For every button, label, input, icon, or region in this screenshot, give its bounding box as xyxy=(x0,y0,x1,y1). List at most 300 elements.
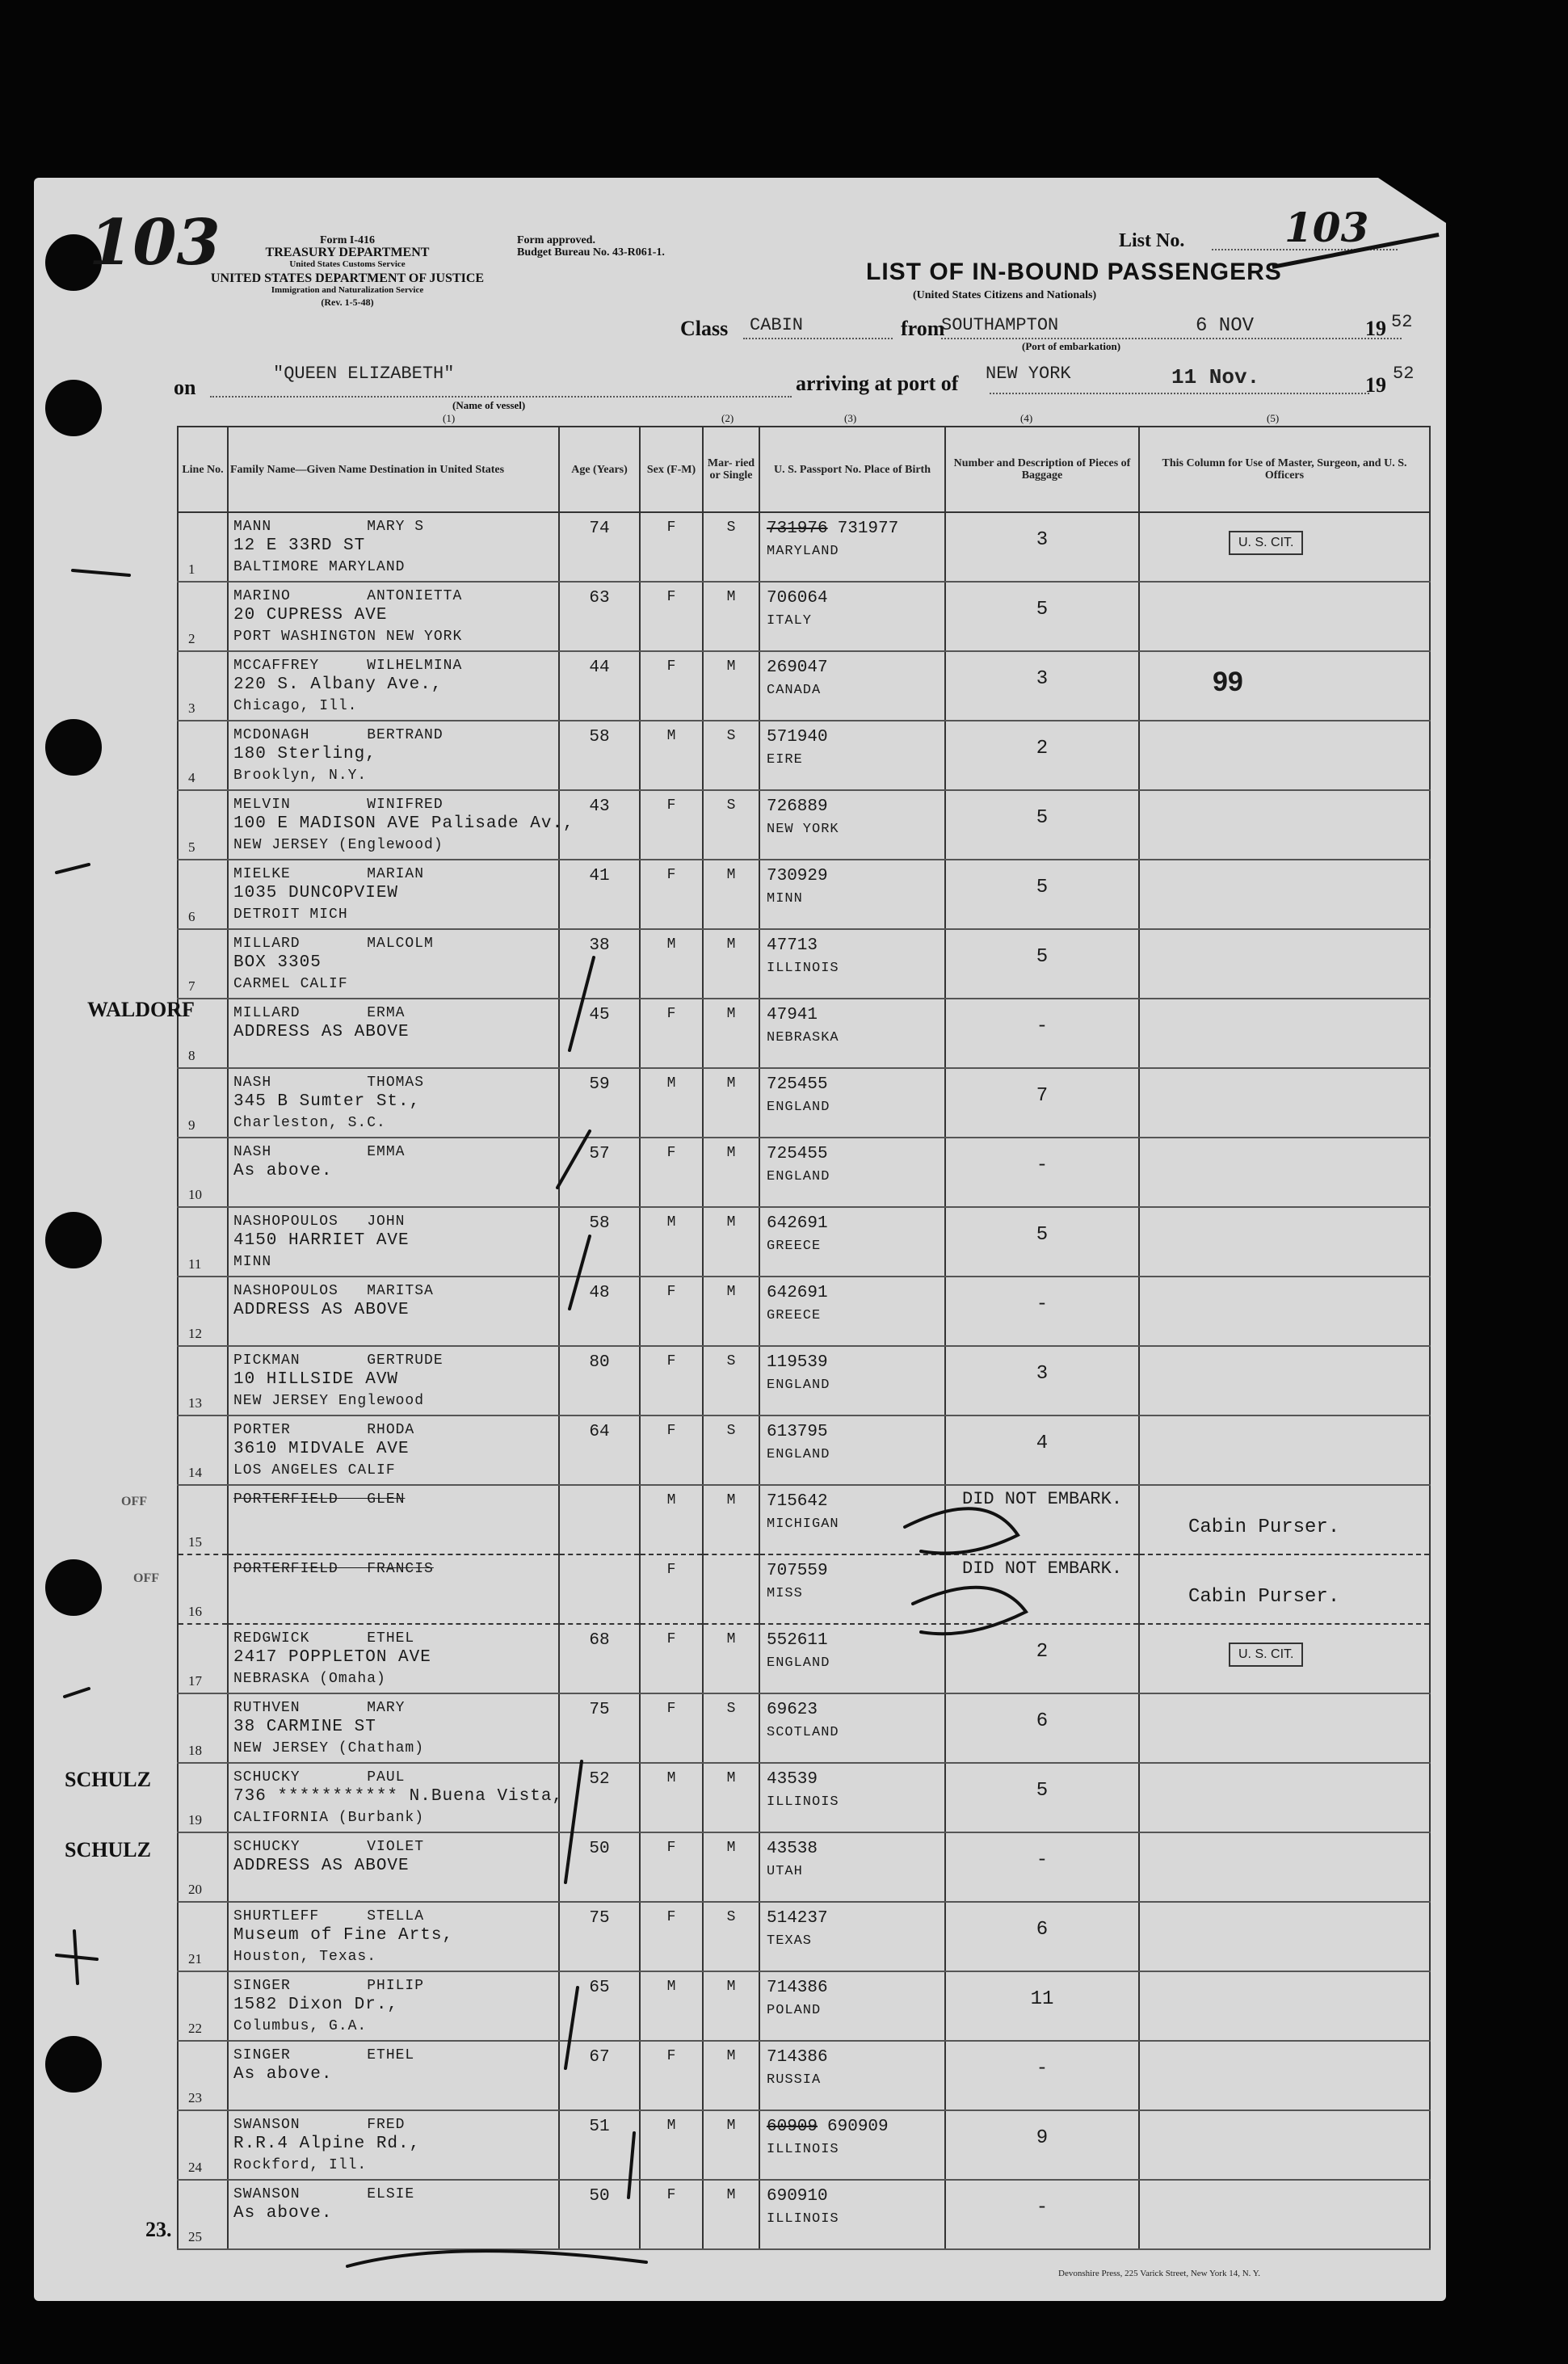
address-line-2: NEW JERSEY (Englewood) xyxy=(233,837,443,853)
check-mark xyxy=(57,864,89,873)
place-of-birth: CANADA xyxy=(767,683,822,698)
baggage-count: 5 xyxy=(1036,1780,1049,1802)
passenger-name: MCDONAGH BERTRAND xyxy=(233,727,443,743)
passport-number: 726889 xyxy=(767,797,828,816)
passenger-name: SCHUCKY VIOLET xyxy=(233,1839,425,1855)
arrival-port: NEW YORK xyxy=(986,364,1071,384)
passport-number: 731977 xyxy=(837,519,899,538)
place-of-birth: RUSSIA xyxy=(767,2072,822,2088)
marital-status: S xyxy=(726,519,736,536)
sex: F xyxy=(666,1701,676,1717)
place-of-birth: ILLINOIS xyxy=(767,1794,839,1810)
col-age: Age (Years) xyxy=(559,427,640,512)
marital-status: M xyxy=(726,1492,736,1508)
passenger-name: PORTER RHODA xyxy=(233,1422,415,1438)
col-num-3: (3) xyxy=(844,412,857,424)
line-number: 14 xyxy=(188,1465,202,1480)
passport-number: 642691 xyxy=(767,1284,828,1302)
passenger-name: SINGER PHILIP xyxy=(233,1978,425,1994)
baggage-count: 5 xyxy=(1036,807,1049,829)
age: 50 xyxy=(589,1840,610,1858)
col-passport: U. S. Passport No. Place of Birth xyxy=(759,427,945,512)
line-number: 4 xyxy=(188,770,195,785)
passport-number: 642691 xyxy=(767,1214,828,1233)
embark-date: 6 NOV xyxy=(1196,315,1255,337)
marital-status: M xyxy=(726,658,736,675)
col-num-1: (1) xyxy=(443,412,456,424)
address-line-2: Columbus, G.A. xyxy=(233,2018,368,2034)
baggage-count: DID NOT EMBARK. xyxy=(962,1558,1123,1579)
pen-stroke xyxy=(557,1131,590,1188)
treasury-dept: TREASURY DEPARTMENT xyxy=(265,246,430,259)
marital-status: M xyxy=(726,1631,736,1647)
baggage-count: - xyxy=(1036,2058,1049,2080)
passport-number: 715642 xyxy=(767,1492,828,1511)
address-line-2: Rockford, Ill. xyxy=(233,2157,368,2173)
line-number: 13 xyxy=(188,1395,202,1411)
address-line-1: 220 S. Albany Ave., xyxy=(233,675,443,694)
baggage-count: 5 xyxy=(1036,877,1049,898)
age: 41 xyxy=(589,867,610,885)
age: 67 xyxy=(589,2048,610,2067)
baggage-count: 2 xyxy=(1036,1641,1049,1663)
place-of-birth: ILLINOIS xyxy=(767,961,839,976)
marital-status: M xyxy=(726,1075,736,1092)
place-of-birth: ENGLAND xyxy=(767,1169,830,1184)
officer-note: Cabin Purser. xyxy=(1188,1586,1340,1608)
age: 48 xyxy=(589,1284,610,1302)
passenger-name: SHURTLEFF STELLA xyxy=(233,1908,425,1924)
line-number: 12 xyxy=(188,1326,202,1341)
passenger-name: PORTERFIELD GLEN xyxy=(233,1491,406,1508)
baggage-count: - xyxy=(1036,1849,1049,1871)
place-of-birth: TEXAS xyxy=(767,1933,813,1949)
passenger-name: MELVIN WINIFRED xyxy=(233,797,443,813)
sex: F xyxy=(666,1284,676,1300)
sex: M xyxy=(666,936,676,953)
age: 65 xyxy=(589,1979,610,1997)
col-line: Line No. xyxy=(178,427,228,512)
passenger-name: SCHUCKY PAUL xyxy=(233,1769,406,1786)
place-of-birth: ILLINOIS xyxy=(767,2211,839,2227)
line-number: 3 xyxy=(188,700,195,716)
passport-number: 707559 xyxy=(767,1562,828,1580)
sex: F xyxy=(666,1631,676,1647)
line-number: 16 xyxy=(188,1604,202,1619)
budget-bureau-text: Budget Bureau No. 43-R061-1. xyxy=(517,246,665,259)
line-number: 19 xyxy=(188,1812,202,1828)
address-line-2: Brooklyn, N.Y. xyxy=(233,768,368,784)
address-line-2: NEW JERSEY Englewood xyxy=(233,1393,425,1409)
address-line-1: 1582 Dixon Dr., xyxy=(233,1996,399,2014)
line-number: 11 xyxy=(188,1256,202,1272)
place-of-birth: ENGLAND xyxy=(767,1655,830,1671)
marital-status: M xyxy=(726,867,736,883)
line-number: 20 xyxy=(188,1882,202,1897)
embark-year-prefix: 19 xyxy=(1365,317,1386,340)
line-number: 8 xyxy=(188,1048,195,1063)
sex: M xyxy=(666,2118,676,2134)
place-of-birth: GREECE xyxy=(767,1308,822,1323)
passenger-name: REDGWICK ETHEL xyxy=(233,1630,415,1647)
line-number: 6 xyxy=(188,909,195,924)
passport-number: 571940 xyxy=(767,728,828,747)
pen-stroke xyxy=(565,1761,582,1882)
sex: M xyxy=(666,1075,676,1092)
justice-dept: UNITED STATES DEPARTMENT OF JUSTICE xyxy=(210,271,485,285)
place-of-birth: NEW YORK xyxy=(767,822,839,837)
baggage-count: - xyxy=(1036,1016,1049,1037)
passport-number: 714386 xyxy=(767,2048,828,2067)
form-number: Form I-416 xyxy=(319,234,376,246)
place-of-birth: MICHIGAN xyxy=(767,1516,839,1532)
address-line-2: PORT WASHINGTON NEW YORK xyxy=(233,629,463,645)
address-line-1: 10 HILLSIDE AVW xyxy=(233,1370,399,1389)
age: 43 xyxy=(589,797,610,816)
baggage-count: 3 xyxy=(1036,529,1049,551)
passport-struck: 731976 xyxy=(767,519,828,538)
class-value: CABIN xyxy=(750,315,804,335)
officer-note: Cabin Purser. xyxy=(1188,1516,1340,1538)
address-line-2: DETROIT MICH xyxy=(233,906,348,923)
line-number: 7 xyxy=(188,978,195,994)
age: 64 xyxy=(589,1423,610,1441)
vessel-name: "QUEEN ELIZABETH" xyxy=(273,364,455,384)
address-line-1: 100 E MADISON AVE Palisade Av., xyxy=(233,814,574,833)
place-of-birth: ENGLAND xyxy=(767,1447,830,1462)
arriving-label: arriving at port of xyxy=(796,372,959,395)
from-label: from xyxy=(901,317,945,340)
passenger-name: PICKMAN GERTRUDE xyxy=(233,1352,443,1369)
marital-status: M xyxy=(726,1770,736,1786)
col-num-4: (4) xyxy=(1020,412,1033,424)
place-of-birth: POLAND xyxy=(767,2003,822,2018)
passenger-name: SWANSON ELSIE xyxy=(233,2186,415,2202)
baggage-count: 5 xyxy=(1036,599,1049,620)
age: 68 xyxy=(589,1631,610,1650)
passenger-name: MCCAFFREY WILHELMINA xyxy=(233,658,463,674)
age: 58 xyxy=(589,1214,610,1233)
line-number: 17 xyxy=(188,1673,202,1689)
passenger-name: NASH THOMAS xyxy=(233,1075,425,1091)
margin-note-off: OFF xyxy=(121,1495,147,1508)
place-of-birth: EIRE xyxy=(767,752,803,768)
page-subtitle: (United States Citizens and Nationals) xyxy=(913,289,1097,301)
sex: M xyxy=(666,1770,676,1786)
address-line-2: CARMEL CALIF xyxy=(233,976,348,992)
arrival-date: 11 Nov. xyxy=(1171,365,1260,389)
marital-status: M xyxy=(726,2048,736,2064)
revision: (Rev. 1-5-48) xyxy=(321,297,374,308)
place-of-birth: SCOTLAND xyxy=(767,1725,839,1740)
baggage-count: 5 xyxy=(1036,1224,1049,1246)
pen-stroke xyxy=(570,957,594,1050)
place-of-birth: MINN xyxy=(767,891,803,906)
col-officers: This Column for Use of Master, Surgeon, and U. S. Officers xyxy=(1139,427,1430,512)
passenger-name: MANN MARY S xyxy=(233,519,425,535)
passport-number: 269047 xyxy=(767,658,828,677)
age: 59 xyxy=(589,1075,610,1094)
passport-number: 714386 xyxy=(767,1979,828,1997)
marital-status: M xyxy=(726,1145,736,1161)
col-num-5: (5) xyxy=(1267,412,1280,424)
age: 74 xyxy=(589,519,610,538)
sex: F xyxy=(666,2048,676,2064)
age: 45 xyxy=(589,1006,610,1024)
baggage-count: 2 xyxy=(1036,738,1049,759)
sex: F xyxy=(666,1006,676,1022)
passport-number: 552611 xyxy=(767,1631,828,1650)
passenger-name: MIELKE MARIAN xyxy=(233,866,425,882)
address-line-1: 1035 DUNCOPVIEW xyxy=(233,884,399,902)
address-line-2: BALTIMORE MARYLAND xyxy=(233,559,406,575)
vessel-note: (Name of vessel) xyxy=(452,399,526,411)
margin-note-off-2: OFF xyxy=(133,1571,159,1585)
sex: F xyxy=(666,797,676,814)
passenger-name: SINGER ETHEL xyxy=(233,2047,415,2063)
passport-number: 706064 xyxy=(767,589,828,608)
age: 57 xyxy=(589,1145,610,1163)
age: 50 xyxy=(589,2187,610,2206)
address-line-2: CALIFORNIA (Burbank) xyxy=(233,1810,425,1826)
line-number: 1 xyxy=(188,562,195,577)
passenger-name: SWANSON FRED xyxy=(233,2117,406,2133)
form-approved-text: Form approved. xyxy=(517,234,595,246)
sex: F xyxy=(666,1353,676,1369)
passport-number: 69623 xyxy=(767,1701,818,1719)
address-line-2: LOS ANGELES CALIF xyxy=(233,1462,396,1479)
ins-service: Immigration and Naturalization Service xyxy=(271,285,424,295)
place-of-birth: GREECE xyxy=(767,1239,822,1254)
line-number: 18 xyxy=(188,1743,202,1758)
check-mark xyxy=(73,570,129,575)
purser-signature xyxy=(913,1588,1026,1634)
address-line-1: R.R.4 Alpine Rd., xyxy=(233,2135,421,2153)
baggage-count: - xyxy=(1036,1293,1049,1315)
sex: F xyxy=(666,1145,676,1161)
place-of-birth: MARYLAND xyxy=(767,544,839,559)
marital-status: S xyxy=(726,1701,736,1717)
passenger-name: PORTERFIELD FRANCIS xyxy=(233,1561,434,1577)
col-sex: Sex (F-M) xyxy=(640,427,703,512)
line-number: 10 xyxy=(188,1187,202,1202)
marital-status: S xyxy=(726,797,736,814)
sex: F xyxy=(666,589,676,605)
signature xyxy=(347,2251,646,2266)
officer-note: U. S. CIT. xyxy=(1229,531,1303,555)
marital-status: S xyxy=(726,1353,736,1369)
address-line-2: NEW JERSEY (Chatham) xyxy=(233,1740,425,1756)
address-line-1: 345 B Sumter St., xyxy=(233,1092,421,1111)
place-of-birth: ENGLAND xyxy=(767,1378,830,1393)
sex: M xyxy=(666,1214,676,1230)
baggage-count: 3 xyxy=(1036,668,1049,690)
age: 44 xyxy=(589,658,610,677)
arrival-year: 52 xyxy=(1393,364,1415,384)
margin-note-waldorf: WALDORF xyxy=(87,998,195,1021)
place-of-birth: MISS xyxy=(767,1586,803,1601)
check-mark xyxy=(65,1689,89,1697)
place-of-birth: UTAH xyxy=(767,1864,803,1879)
passport-struck: 60909 xyxy=(767,2118,818,2136)
marital-status: M xyxy=(726,1214,736,1230)
passport-number: 690910 xyxy=(767,2187,828,2206)
marital-status: M xyxy=(726,936,736,953)
address-line-2: MINN xyxy=(233,1254,272,1270)
col-num-2: (2) xyxy=(721,412,734,424)
line-number: 9 xyxy=(188,1117,195,1133)
passenger-name: NASHOPOULOS MARITSA xyxy=(233,1283,434,1299)
passenger-name: MILLARD MALCOLM xyxy=(233,936,434,952)
baggage-count: - xyxy=(1036,1155,1049,1176)
passport-number: 43538 xyxy=(767,1840,818,1858)
baggage-count: 7 xyxy=(1036,1085,1049,1107)
passport-number: 725455 xyxy=(767,1145,828,1163)
arrival-year-prefix: 19 xyxy=(1365,373,1386,397)
passport-number: 613795 xyxy=(767,1423,828,1441)
pen-stroke xyxy=(565,1988,578,2068)
address-line-1: 12 E 33RD ST xyxy=(233,536,366,555)
address-line-1: 736 *********** N.Buena Vista, xyxy=(233,1787,564,1806)
line-number: 22 xyxy=(188,2021,202,2036)
marital-status: M xyxy=(726,589,736,605)
marital-status: M xyxy=(726,1979,736,1995)
sex: F xyxy=(666,867,676,883)
line-number: 15 xyxy=(188,1534,202,1550)
baggage-count: 4 xyxy=(1036,1432,1049,1454)
on-label: on xyxy=(174,376,196,399)
marital-status: M xyxy=(726,1840,736,1856)
address-line-1: ADDRESS AS ABOVE xyxy=(233,1023,410,1041)
address-line-1: 4150 HARRIET AVE xyxy=(233,1231,410,1250)
col-married: Mar- ried or Single xyxy=(703,427,759,512)
passport-number: 47713 xyxy=(767,936,818,955)
margin-note-schulz-2: SCHULZ xyxy=(65,1838,151,1861)
address-line-2: Houston, Texas. xyxy=(233,1949,377,1965)
address-line-1: 180 Sterling, xyxy=(233,745,376,763)
place-of-birth: NEBRASKA xyxy=(767,1030,839,1045)
margin-note-schulz: SCHULZ xyxy=(65,1768,151,1791)
passenger-name: NASH EMMA xyxy=(233,1144,406,1160)
printer-footer: Devonshire Press, 225 Varick Street, New York 14, N. Y. xyxy=(1058,2269,1261,2278)
sex: F xyxy=(666,658,676,675)
list-no-label: List No. xyxy=(1119,230,1185,251)
baggage-count: 3 xyxy=(1036,1363,1049,1385)
age: 75 xyxy=(589,1701,610,1719)
sex: M xyxy=(666,1492,676,1508)
marital-status: M xyxy=(726,2187,736,2203)
baggage-count: 6 xyxy=(1036,1710,1049,1732)
passenger-name: RUTHVEN MARY xyxy=(233,1700,406,1716)
passport-number: 690909 xyxy=(827,2118,889,2136)
marital-status: S xyxy=(726,1423,736,1439)
officer-note: 99 xyxy=(1213,667,1243,697)
address-line-1: As above. xyxy=(233,1162,333,1180)
age: 58 xyxy=(589,728,610,747)
margin-note-count: 23. xyxy=(145,2218,172,2241)
port-embark-note: (Port of embarkation) xyxy=(1022,340,1121,352)
address-line-2: Chicago, Ill. xyxy=(233,698,358,714)
sex: M xyxy=(666,728,676,744)
passport-number: 43539 xyxy=(767,1770,818,1789)
address-line-1: 20 CUPRESS AVE xyxy=(233,606,388,625)
sex: F xyxy=(666,1423,676,1439)
pen-stroke xyxy=(570,1236,590,1309)
sex: M xyxy=(666,1979,676,1995)
check-mark xyxy=(57,1931,97,1983)
officer-note: U. S. CIT. xyxy=(1229,1643,1303,1667)
line-number: 5 xyxy=(188,839,195,855)
marital-status: M xyxy=(726,1284,736,1300)
class-label: Class xyxy=(680,317,729,340)
place-of-birth: ILLINOIS xyxy=(767,2142,839,2157)
handwritten-list-number: 103 xyxy=(89,206,221,280)
baggage-count: 6 xyxy=(1036,1919,1049,1941)
age: 38 xyxy=(589,936,610,955)
sex: F xyxy=(666,1840,676,1856)
line-number: 24 xyxy=(188,2160,202,2175)
age: 75 xyxy=(589,1909,610,1928)
port-of-embarkation: SOUTHAMPTON xyxy=(941,315,1059,335)
col-baggage: Number and Description of Pieces of Baggage xyxy=(945,427,1139,512)
marital-status: M xyxy=(726,2118,736,2134)
age: 80 xyxy=(589,1353,610,1372)
line-number: 2 xyxy=(188,631,195,646)
age: 63 xyxy=(589,589,610,608)
customs-service: United States Customs Service xyxy=(289,259,406,269)
passport-number: 514237 xyxy=(767,1909,828,1928)
list-no-value: 103 xyxy=(1284,204,1369,251)
sex: F xyxy=(666,1562,676,1578)
line-number: 25 xyxy=(188,2229,202,2244)
address-line-1: BOX 3305 xyxy=(233,953,322,972)
address-line-1: 3610 MIDVALE AVE xyxy=(233,1440,410,1458)
address-line-1: 2417 POPPLETON AVE xyxy=(233,1648,431,1667)
place-of-birth: ITALY xyxy=(767,613,813,629)
passport-number: 730929 xyxy=(767,867,828,885)
baggage-count: DID NOT EMBARK. xyxy=(962,1489,1123,1509)
address-line-2: NEBRASKA (Omaha) xyxy=(233,1671,386,1687)
line-number: 23 xyxy=(188,2090,202,2105)
sex: F xyxy=(666,2187,676,2203)
address-line-2: Charleston, S.C. xyxy=(233,1115,386,1131)
baggage-count: 5 xyxy=(1036,946,1049,968)
place-of-birth: ENGLAND xyxy=(767,1100,830,1115)
sex: F xyxy=(666,1909,676,1925)
purser-signature xyxy=(905,1508,1018,1553)
address-line-1: As above. xyxy=(233,2204,333,2223)
passport-number: 47941 xyxy=(767,1006,818,1024)
baggage-count: 11 xyxy=(1030,1988,1054,2010)
age: 52 xyxy=(589,1770,610,1789)
marital-status: S xyxy=(726,728,736,744)
passenger-name: NASHOPOULOS JOHN xyxy=(233,1214,406,1230)
line-number: 21 xyxy=(188,1951,202,1966)
pen-stroke xyxy=(628,2133,634,2198)
baggage-count: - xyxy=(1036,2197,1049,2219)
passport-number: 119539 xyxy=(767,1353,828,1372)
age: 51 xyxy=(589,2118,610,2136)
address-line-1: 38 CARMINE ST xyxy=(233,1718,376,1736)
marital-status: M xyxy=(726,1006,736,1022)
address-line-1: Museum of Fine Arts, xyxy=(233,1926,454,1945)
passenger-name: MILLARD ERMA xyxy=(233,1005,406,1021)
baggage-count: 9 xyxy=(1036,2127,1049,2149)
address-line-1: As above. xyxy=(233,2065,333,2084)
passport-number: 725455 xyxy=(767,1075,828,1094)
address-line-1: ADDRESS AS ABOVE xyxy=(233,1857,410,1875)
embark-year: 52 xyxy=(1391,312,1413,332)
